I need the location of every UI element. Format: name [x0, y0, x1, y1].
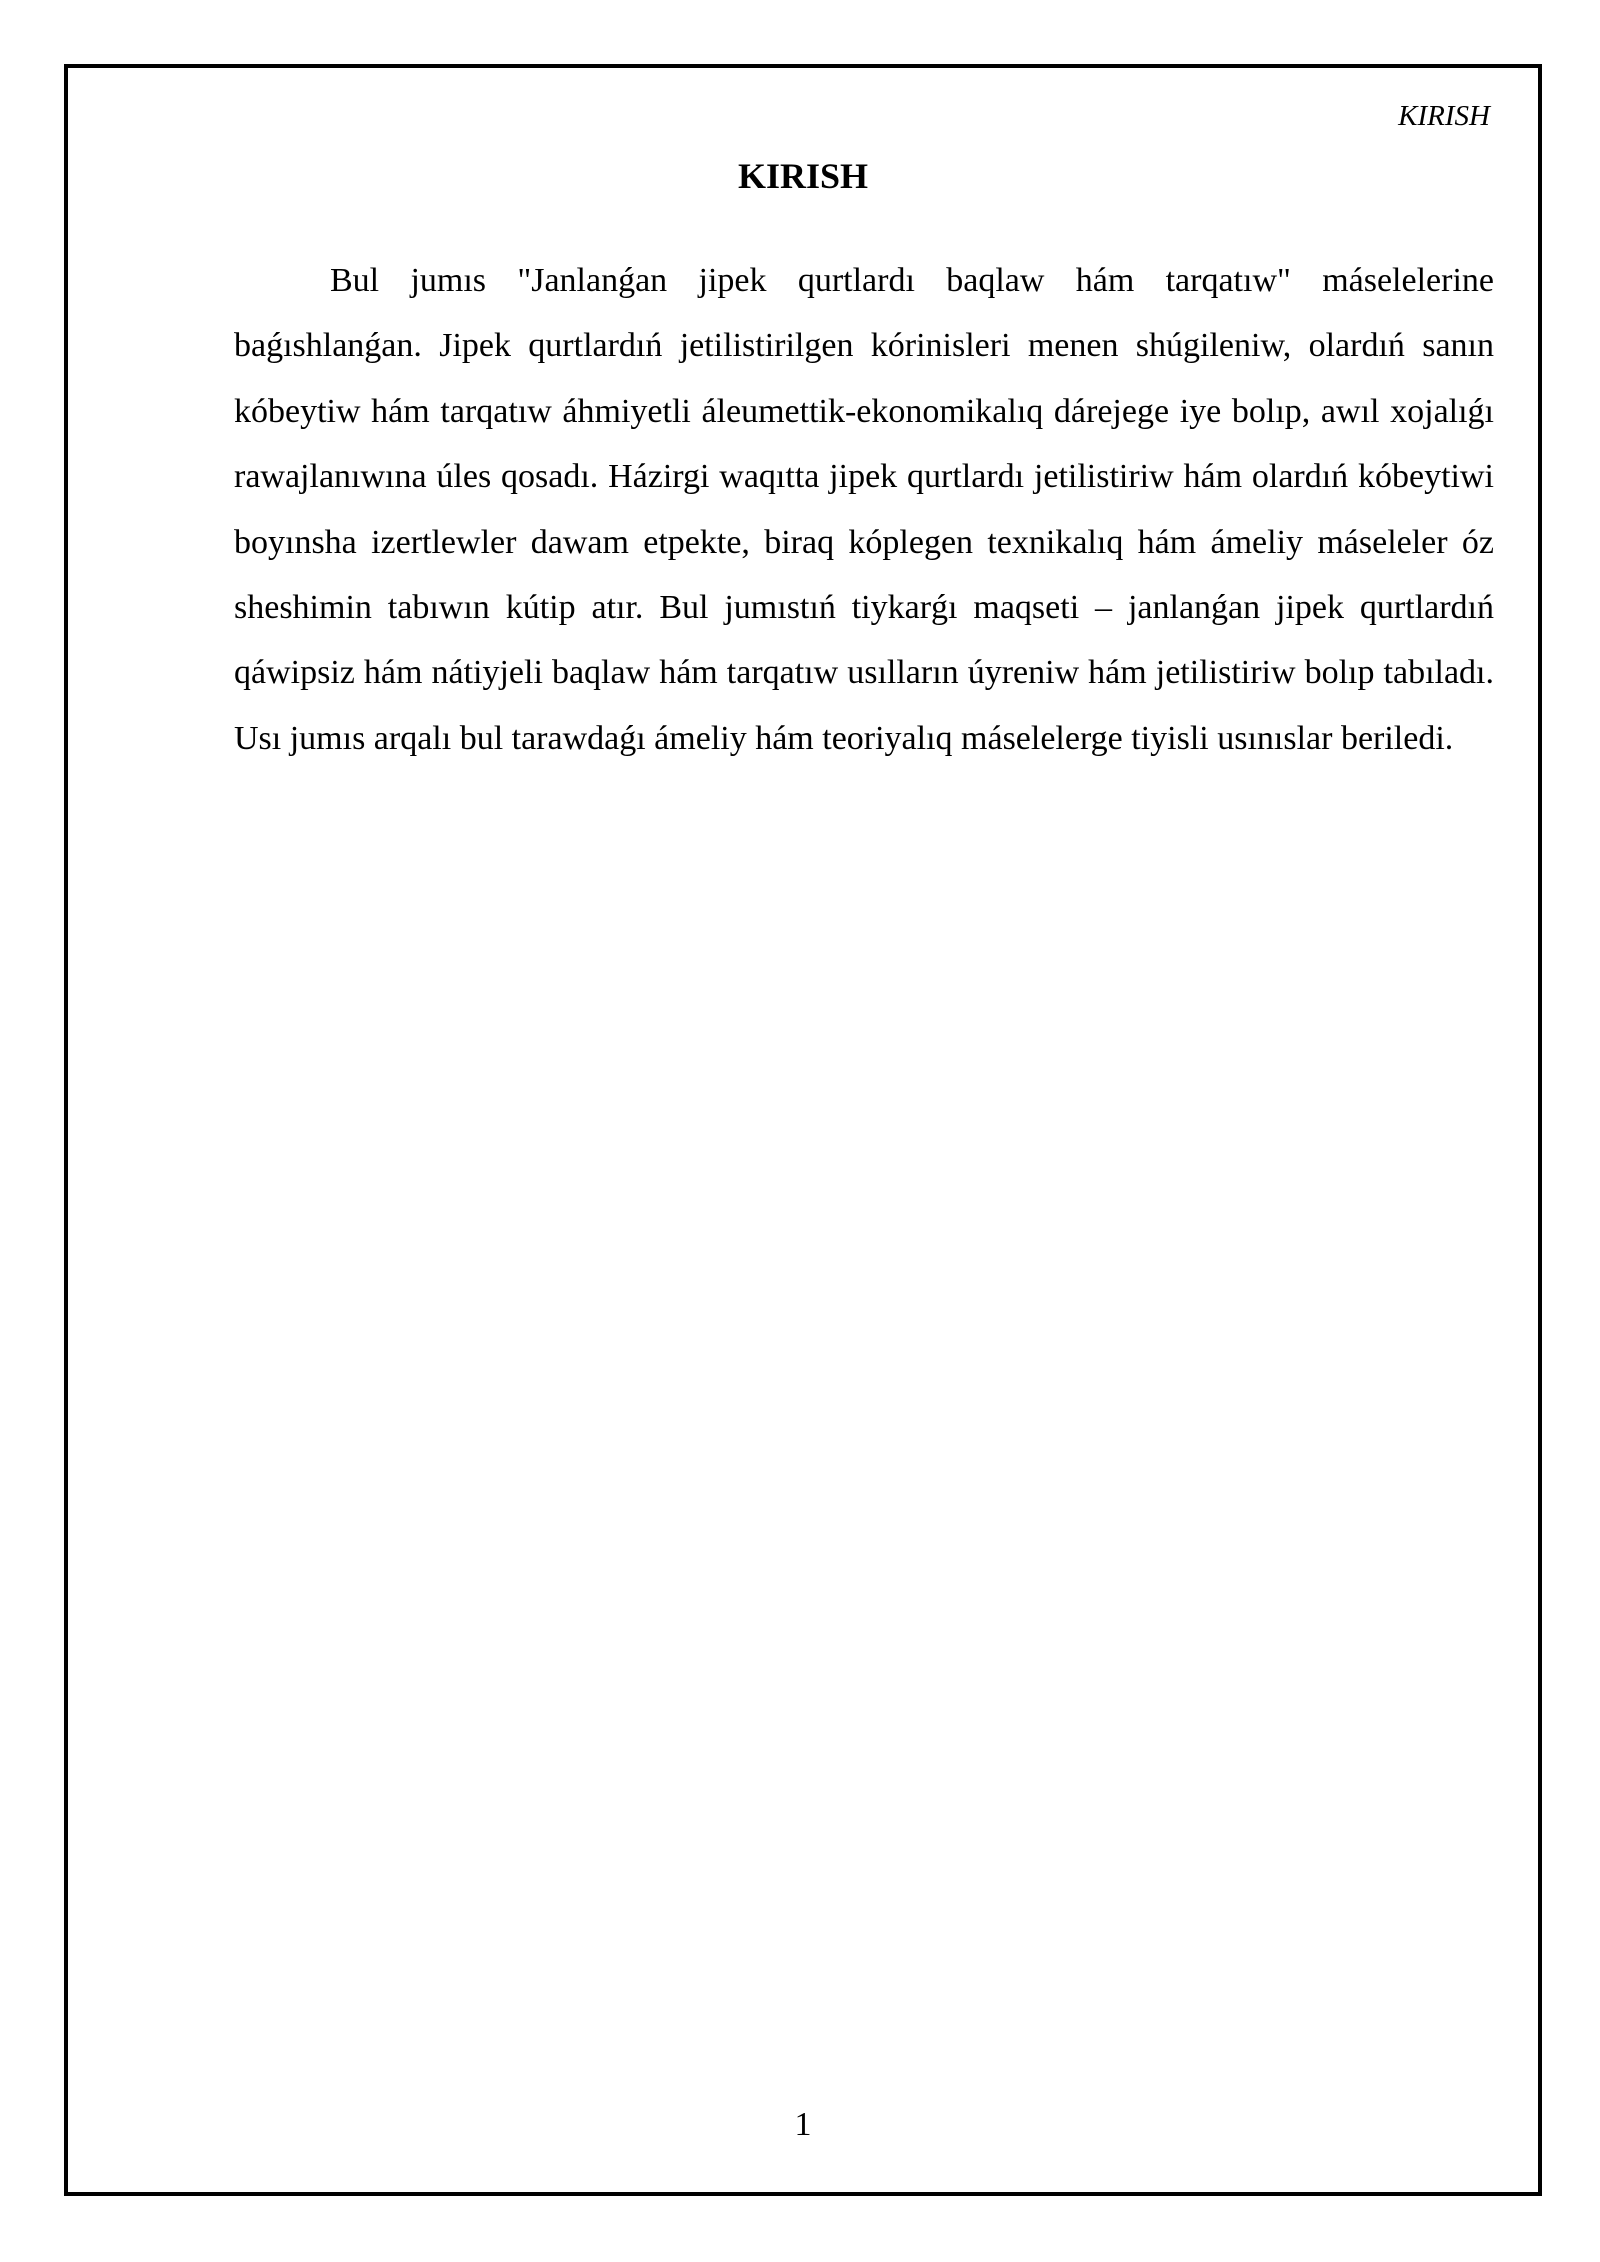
body-paragraph: Bul jumıs "Janlanǵan jipek qurtlardı baqlaw hám tarqatıw" máselelerine baǵıshlanǵan. Jipek qurtlardıń jetilistirilgen kórinisleri menen shúgileniw, olardıń sanın kóbeytiw hám tarqatıw áhmiyetli áleumettik-ekonomikalıq dárejege iye bolıp, awıl xojalıǵı rawajlanıwına úles qosadı. Házirgi waqıtta jipek qurtlardı jetilistiriw hám olardıń kóbeytiwi boyınsha izertlewler dawam etpekte, biraq kóplegen texnikalıq hám ámeliy máseleler óz sheshimin tabıwın kútip atır. Bul jumıstıń tiykarǵı maqseti – janlanǵan jipek qurtlardıń qáwipsiz hám nátiyjeli baqlaw hám tarqatıw usılların úyreniw hám jetilistiriw bolıp tabıladı. Usı jumıs arqalı bul tarawdaǵı ámeliy hám teoriyalıq máselelerge tiyisli usınıslar beriledi.	[234, 262, 1494, 757]
section-title: KIRISH	[737, 156, 869, 196]
running-header: KIRISH	[1398, 100, 1490, 132]
page-number: 1	[794, 2106, 812, 2143]
page-frame	[64, 64, 1542, 2196]
